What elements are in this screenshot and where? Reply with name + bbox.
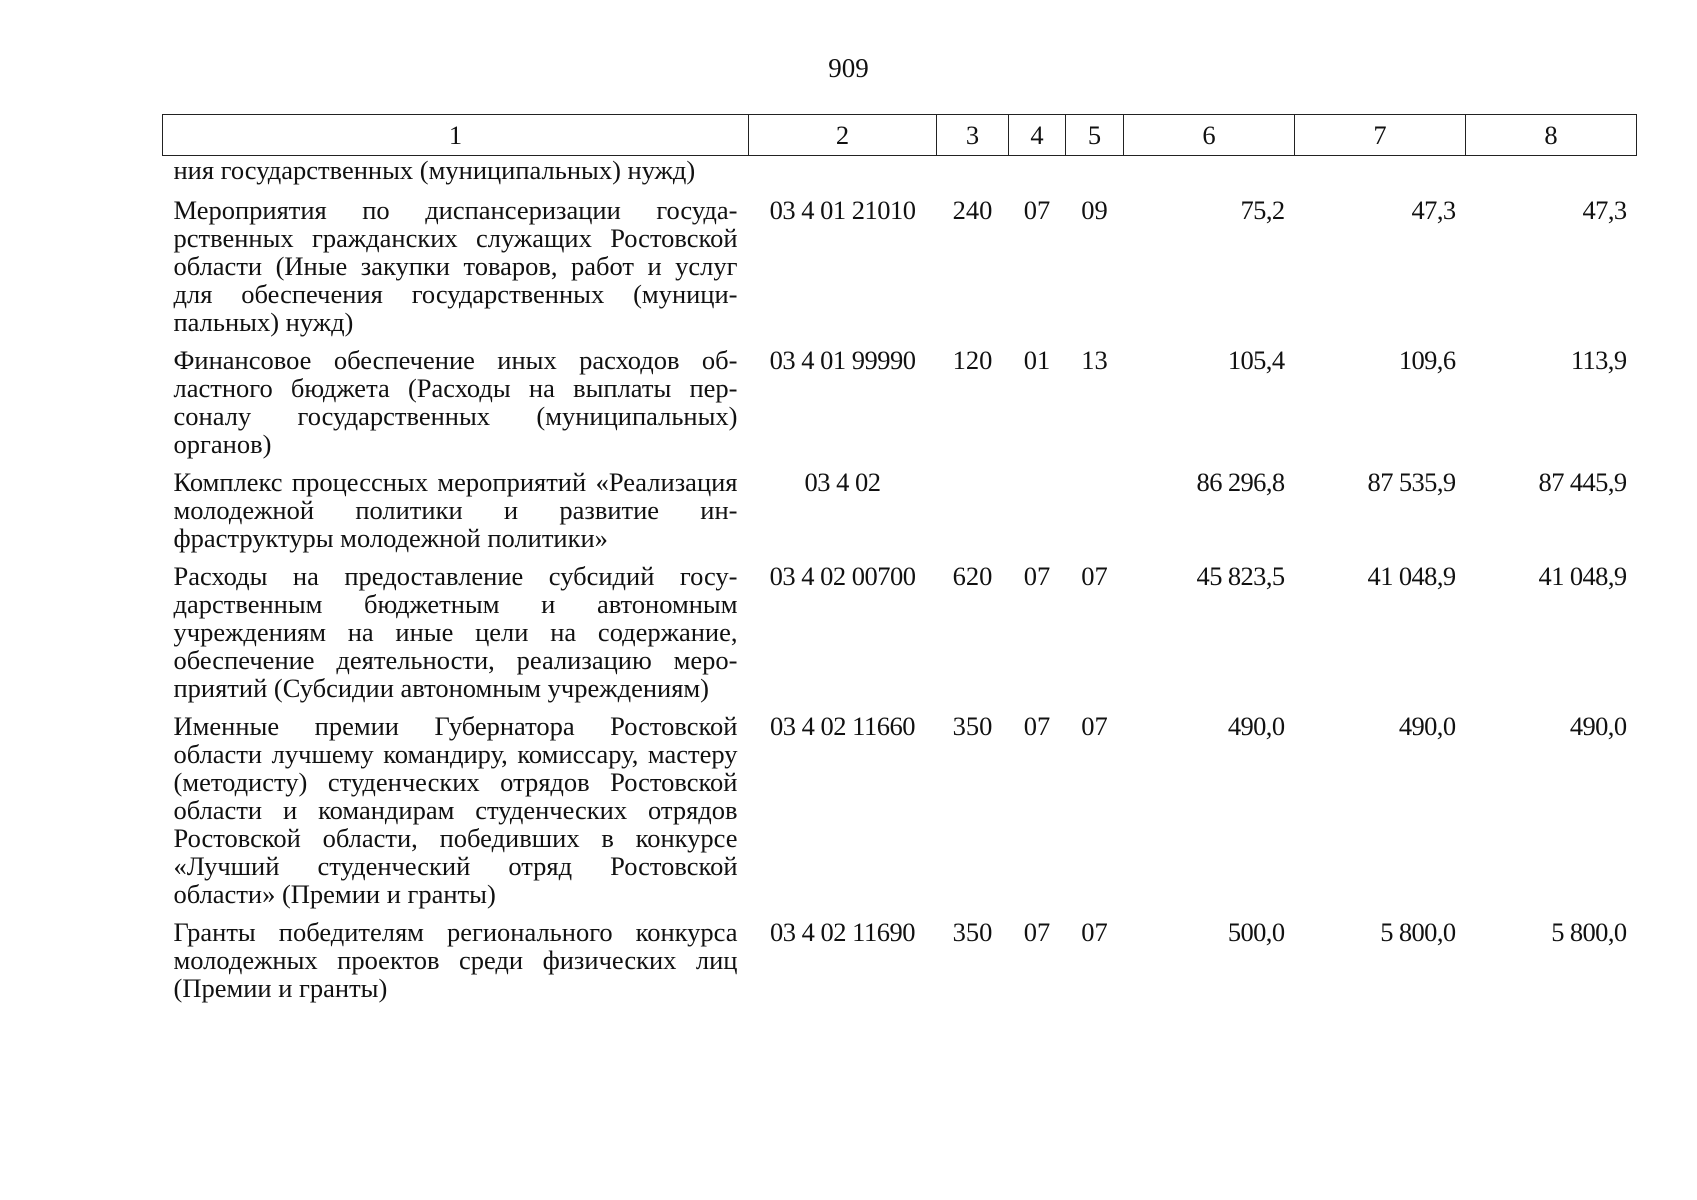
row-target-code: 03 4 02 — [804, 467, 881, 497]
table-row — [163, 468, 1637, 562]
column-header-6: 6 — [1124, 115, 1295, 156]
row-amount-year-1: 86 296,8 — [1196, 467, 1285, 497]
row-name: Именные премии Губернатора Ростовской области лучшему командиру, комиссару, мастеру (методисту) студенческих отрядов Ростовской области и командирам студенческих отрядов Ростовской области, победивших в конкурсе «Лучший студенческий отряд Ростовской области» (Премии и гранты) — [173, 711, 738, 909]
row-amount-year-3: 113,9 — [1570, 345, 1627, 375]
row-amount-year-3 — [1466, 156, 1637, 197]
budget-table — [162, 114, 1637, 1012]
row-amount-year-2: 87 535,9 — [1367, 467, 1456, 497]
row-target-code: 03 4 01 99990 — [769, 345, 916, 375]
row-name: Расходы на предоставление субсидий государственным бюджетным и автономным учреждениям на иные цели на содержание, обеспечение деятельности, реализацию мероприятий (Субсидии автономным учреждениям) — [173, 561, 738, 703]
row-amount-year-2: 490,0 — [1398, 711, 1456, 741]
row-subsection — [1066, 156, 1124, 197]
row-expense-type: 120 — [952, 345, 993, 375]
page-number: 909 — [828, 53, 869, 83]
row-section: 07 — [1023, 917, 1051, 947]
row-target-code: 03 4 02 11690 — [770, 917, 915, 947]
row-amount-year-2: 47,3 — [1411, 195, 1456, 225]
row-amount-year-3: 87 445,9 — [1538, 467, 1627, 497]
row-name: Гранты победителям регионального конкурса молодежных проектов среди физических лиц (Премии и гранты) — [173, 917, 738, 1003]
row-expense-type: 240 — [952, 195, 993, 225]
row-amount-year-3: 47,3 — [1582, 195, 1627, 225]
row-section: 07 — [1023, 711, 1051, 741]
row-expense-type — [937, 468, 1009, 562]
row-section: 01 — [1023, 345, 1051, 375]
row-target-code — [749, 156, 937, 197]
row-name: Мероприятия по диспансеризации государственных гражданских служащих Ростовской области (Иные закупки товаров, работ и услуг для обеспечения государственных (муниципальных) нужд) — [173, 195, 738, 337]
row-subsection: 13 — [1081, 345, 1108, 375]
column-header-2: 2 — [749, 115, 937, 156]
table-row — [163, 562, 1637, 712]
table-row — [163, 196, 1637, 346]
table-row — [163, 346, 1637, 468]
row-section — [1009, 468, 1066, 562]
row-name: Финансовое обеспечение иных расходов областного бюджета (Расходы на выплаты персоналу государственных (муниципальных) органов) — [173, 345, 738, 459]
row-amount-year-1: 45 823,5 — [1196, 561, 1285, 591]
row-subsection — [1066, 468, 1124, 562]
column-header-4: 4 — [1009, 115, 1066, 156]
row-section — [1009, 156, 1066, 197]
row-amount-year-2: 5 800,0 — [1380, 917, 1456, 947]
table-row — [163, 918, 1637, 1012]
column-header-5: 5 — [1066, 115, 1124, 156]
row-name: Комплекс процессных мероприятий «Реализация молодежной политики и развитие инфраструктуры молодежной политики» — [173, 467, 738, 553]
row-amount-year-1: 500,0 — [1227, 917, 1285, 947]
table-row — [163, 156, 1637, 197]
row-expense-type: 350 — [952, 917, 993, 947]
column-header-1: 1 — [163, 115, 749, 156]
row-amount-year-1: 105,4 — [1227, 345, 1285, 375]
row-amount-year-1: 75,2 — [1240, 195, 1285, 225]
row-name: ния государственных (муниципальных) нужд) — [173, 155, 696, 185]
row-amount-year-2: 109,6 — [1398, 345, 1456, 375]
row-subsection: 07 — [1081, 917, 1108, 947]
row-amount-year-3: 490,0 — [1569, 711, 1627, 741]
row-target-code: 03 4 01 21010 — [769, 195, 916, 225]
row-subsection: 07 — [1081, 561, 1108, 591]
row-amount-year-1: 490,0 — [1227, 711, 1285, 741]
table-row — [163, 712, 1637, 918]
row-expense-type — [937, 156, 1009, 197]
row-target-code: 03 4 02 00700 — [769, 561, 916, 591]
row-expense-type: 620 — [952, 561, 993, 591]
table-header — [163, 115, 1637, 156]
row-amount-year-2: 41 048,9 — [1367, 561, 1456, 591]
row-amount-year-2 — [1295, 156, 1466, 197]
column-header-7: 7 — [1295, 115, 1466, 156]
row-subsection: 09 — [1081, 195, 1108, 225]
row-target-code: 03 4 02 11660 — [770, 711, 915, 741]
row-expense-type: 350 — [952, 711, 993, 741]
header-row — [163, 115, 1637, 156]
table-body — [163, 156, 1637, 1013]
row-amount-year-3: 5 800,0 — [1551, 917, 1627, 947]
row-amount-year-3: 41 048,9 — [1538, 561, 1627, 591]
row-section: 07 — [1023, 561, 1051, 591]
column-header-8: 8 — [1466, 115, 1637, 156]
row-subsection: 07 — [1081, 711, 1108, 741]
row-amount-year-1 — [1124, 156, 1295, 197]
column-header-3: 3 — [937, 115, 1009, 156]
row-section: 07 — [1023, 195, 1051, 225]
